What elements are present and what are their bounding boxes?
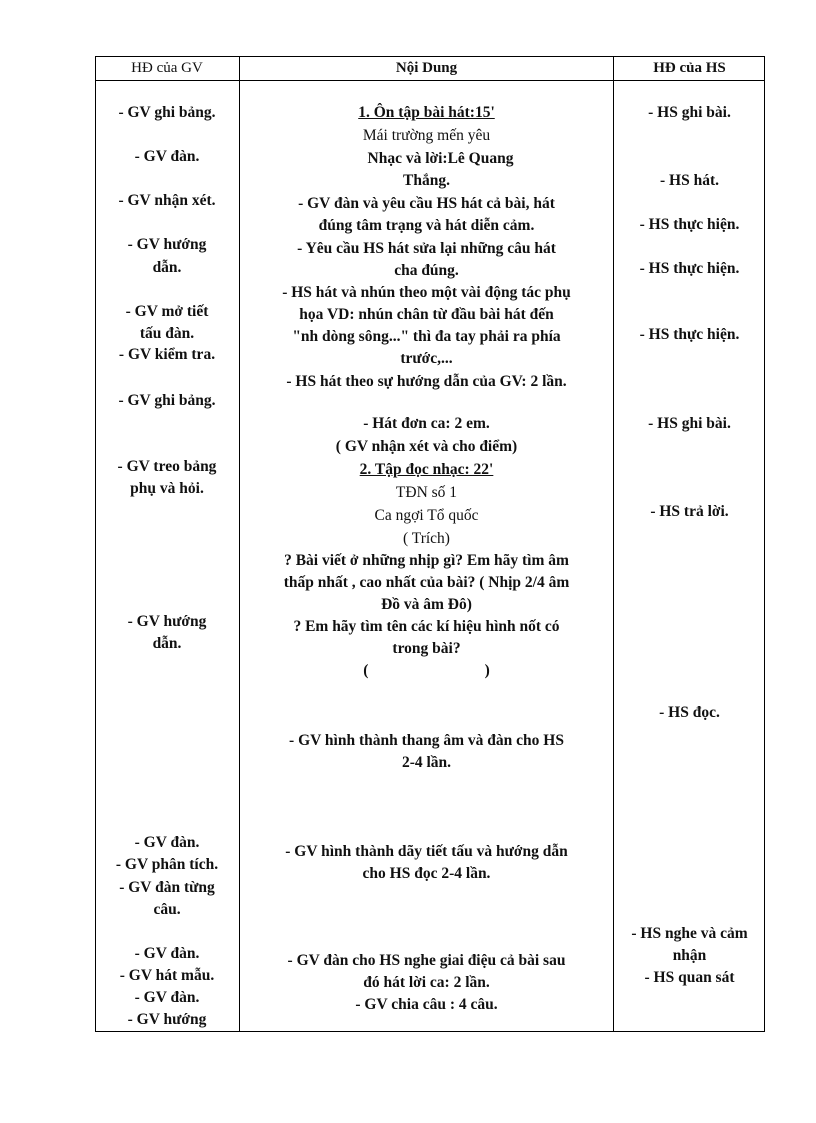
- content-line: họa VD: nhún chân từ đầu bài hát đến: [299, 306, 554, 323]
- gv-item: dẫn.: [152, 259, 182, 276]
- gv-item: - GV đàn.: [134, 945, 200, 962]
- content-line: đó hát lời ca: 2 lần.: [363, 974, 490, 991]
- gv-item: - GV đàn từng: [119, 879, 215, 896]
- exercise-title: Ca ngợi Tổ quốc: [374, 507, 479, 524]
- gv-item: - GV mở tiết: [125, 303, 209, 320]
- song-author: Thắng.: [403, 172, 450, 189]
- header-content: Nội Dung: [395, 60, 458, 76]
- gv-item: - GV phân tích.: [115, 856, 219, 873]
- hs-item: - HS đọc.: [659, 704, 720, 721]
- song-title: Mái trường mến yêu: [362, 127, 491, 144]
- content-line: Đồ và âm Đô): [381, 596, 472, 613]
- content-line: - GV đàn và yêu cầu HS hát cả bài, hát: [298, 195, 555, 212]
- content-line: "nh dòng sông..." thì đa tay phải ra phía: [292, 328, 561, 345]
- hs-item: - HS thực hiện.: [639, 326, 740, 343]
- column-divider-2: [613, 56, 614, 1032]
- content-line: 2-4 lần.: [401, 754, 452, 771]
- gv-item: tấu đàn.: [139, 325, 195, 342]
- hs-item: - HS hát.: [660, 172, 719, 189]
- content-line: trước,...: [400, 350, 453, 367]
- gv-item: - GV hướng: [127, 236, 207, 253]
- gv-item: - GV treo bảng: [117, 458, 217, 475]
- content-line: - Hát đơn ca: 2 em.: [363, 415, 490, 432]
- content-line: - GV hình thành thang âm và đàn cho HS: [289, 732, 564, 749]
- gv-item: - GV hướng: [127, 1011, 207, 1028]
- gv-item: - GV đàn.: [134, 834, 200, 851]
- gv-item: phụ và hỏi.: [130, 480, 204, 497]
- content-line: ? Em hãy tìm tên các kí hiệu hình nốt có: [293, 618, 560, 635]
- content-line: ( GV nhận xét và cho điểm): [335, 438, 518, 455]
- hs-item: - HS quan sát: [644, 969, 735, 986]
- content-line: ? Bài viết ở những nhịp gì? Em hãy tìm âm: [284, 552, 569, 569]
- gv-item: câu.: [153, 901, 181, 918]
- gv-item: - GV nhận xét.: [118, 192, 216, 209]
- content-line: - GV hình thành dãy tiết tấu và hướng dẫn: [285, 843, 568, 860]
- content-line: - HS hát và nhún theo một vài động tác phụ: [282, 284, 571, 301]
- song-author: Nhạc và lời:Lê Quang: [367, 150, 514, 167]
- section-heading: 2. Tập đọc nhạc: 22': [359, 461, 494, 478]
- hs-item: nhận: [672, 947, 707, 964]
- content-line: ( ): [363, 662, 490, 679]
- gv-item: - GV đàn.: [134, 989, 200, 1006]
- content-line: - HS hát theo sự hướng dẫn của GV: 2 lần.: [286, 373, 567, 390]
- gv-item: - GV ghi bảng.: [118, 392, 216, 409]
- hs-item: - HS nghe và cảm: [631, 925, 748, 942]
- content-line: trong bài?: [392, 640, 461, 657]
- content-line: - GV đàn cho HS nghe giai điệu cả bài sau: [287, 952, 566, 969]
- content-line: đúng tâm trạng và hát diễn cảm.: [318, 217, 535, 234]
- gv-item: - GV hướng: [127, 613, 207, 630]
- gv-item: - GV ghi bảng.: [118, 104, 216, 121]
- content-line: thấp nhất , cao nhất của bài? ( Nhịp 2/4 âm: [283, 574, 570, 591]
- exercise-title: ( Trích): [403, 530, 450, 547]
- gv-item: - GV hát mẫu.: [119, 967, 215, 984]
- content-line: - Yêu cầu HS hát sửa lại những câu hát: [297, 240, 556, 257]
- hs-item: - HS ghi bài.: [648, 415, 731, 432]
- hs-item: - HS thực hiện.: [639, 260, 740, 277]
- hs-item: - HS trả lời.: [650, 503, 729, 520]
- gv-item: dẫn.: [152, 635, 182, 652]
- content-line: cha đúng.: [394, 262, 459, 279]
- section-heading: 1. Ôn tập bài hát:15': [358, 104, 495, 121]
- gv-item: - GV kiểm tra.: [118, 346, 216, 363]
- header-hs: HĐ của HS: [653, 60, 726, 76]
- content-line: - GV chia câu : 4 câu.: [355, 996, 498, 1013]
- header-divider: [95, 80, 765, 81]
- content-line: cho HS đọc 2-4 lần.: [362, 865, 491, 882]
- gv-item: - GV đàn.: [134, 148, 200, 165]
- hs-item: - HS ghi bài.: [648, 104, 731, 121]
- hs-item: - HS thực hiện.: [639, 216, 740, 233]
- exercise-title: TĐN số 1: [395, 484, 458, 501]
- header-gv: HĐ của GV: [131, 60, 203, 76]
